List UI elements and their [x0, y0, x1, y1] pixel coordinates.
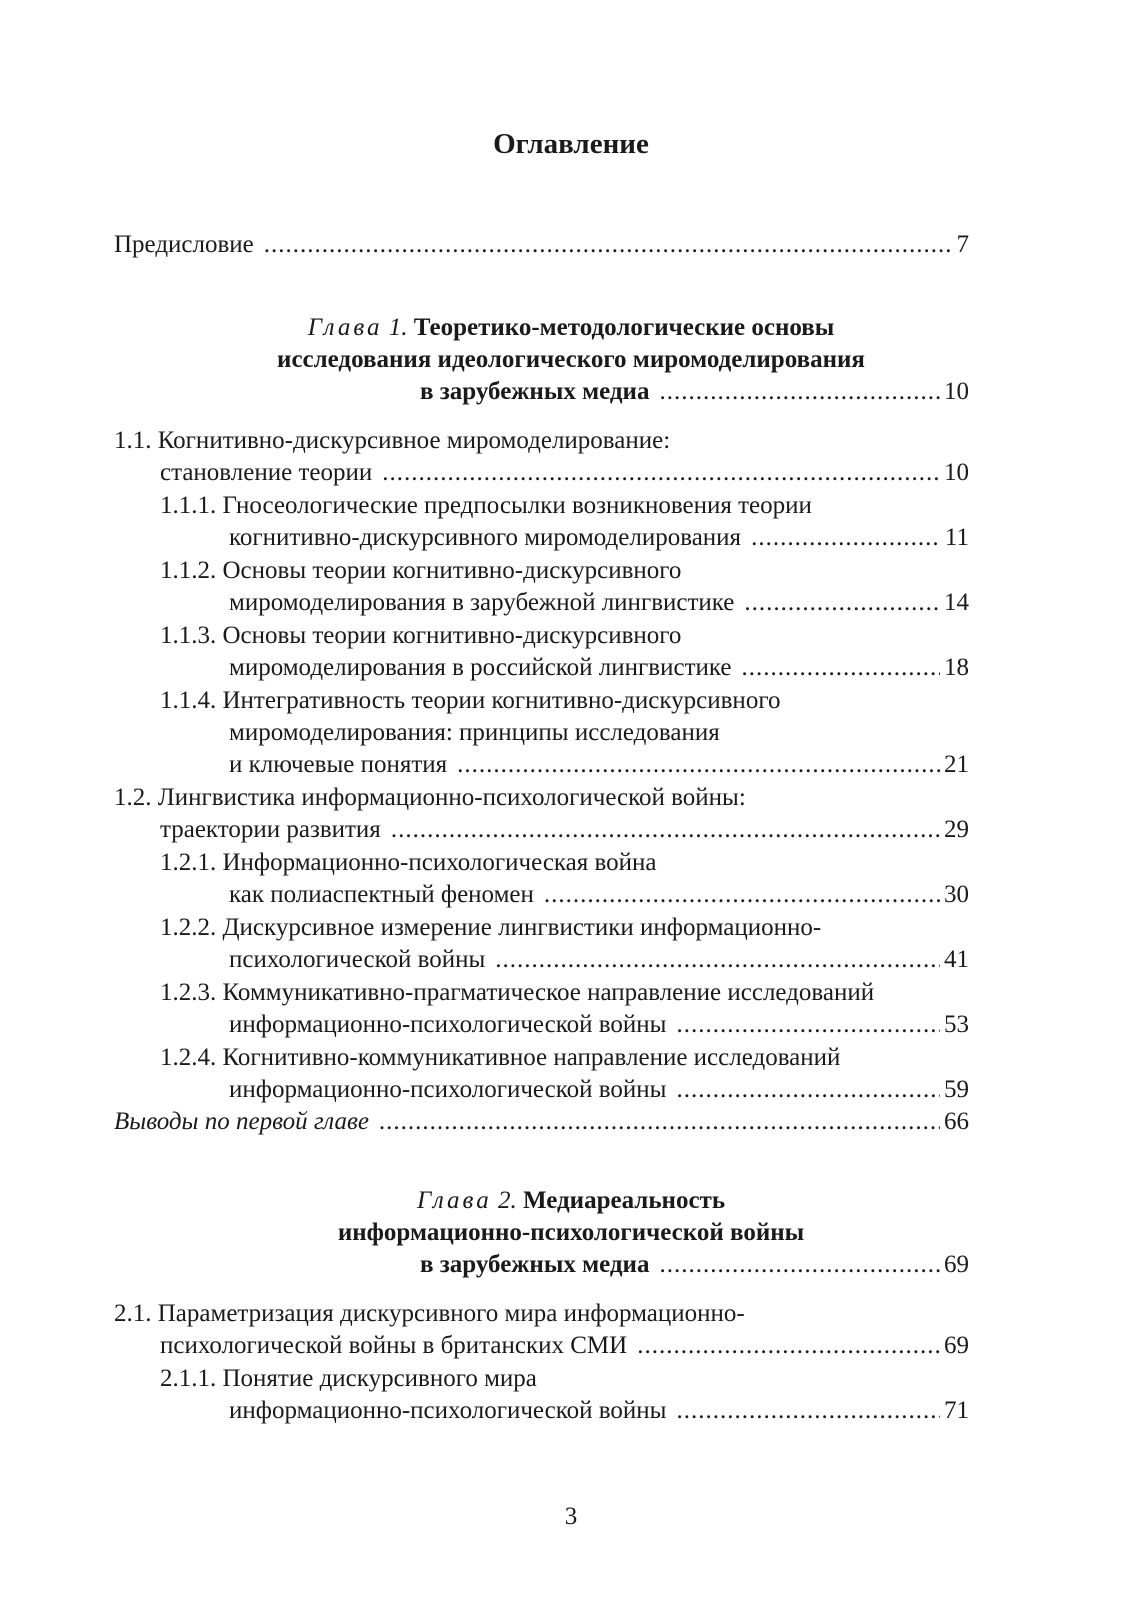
chapter-title-line: Теоретико-методологические основы: [413, 314, 835, 341]
section-title: Гносеологические предпосылки возникновения теории: [222, 492, 812, 519]
section-number: 2.1.: [114, 1300, 152, 1327]
section-title: миромоделирования в зарубежной лингвистике: [229, 589, 735, 616]
toc-entry-2-1-cont: [160, 1329, 969, 1363]
dot-leader: [744, 586, 940, 620]
toc-entry-1-2-1[interactable]: [160, 846, 657, 880]
section-number: 1.2.4.: [160, 1044, 217, 1071]
section-title: Основы теории когнитивно-дискурсивного: [222, 557, 682, 584]
toc-entry-1-1-1-cont: [229, 521, 969, 555]
dot-leader: [659, 375, 940, 409]
dot-leader: [382, 456, 940, 490]
toc-entry-1-2-3-cont: [229, 1008, 969, 1042]
toc-entry-1-2-3[interactable]: [160, 976, 874, 1010]
dot-leader: [676, 1008, 940, 1042]
page-ref: 21: [944, 751, 969, 778]
page-ref: 69: [944, 1332, 969, 1359]
chapter-title-line: исследования идеологического миромоделирования: [277, 346, 865, 373]
entry-label: Предисловие: [114, 231, 254, 258]
page-ref: 66: [944, 1108, 969, 1135]
section-number: 1.1.: [114, 427, 152, 454]
page-ref: 41: [944, 946, 969, 973]
chapter-prefix: Глава: [307, 314, 383, 341]
section-title: информационно-психологической войны: [229, 1397, 667, 1424]
section-number: 1.1.1.: [160, 492, 217, 519]
chapter-title-line: в зарубежных медиа: [420, 1251, 650, 1278]
toc-entry-1-1-4-cont: [229, 748, 969, 782]
section-title: информационно-психологической войны: [229, 1076, 667, 1103]
chapter-number: 2.: [497, 1187, 517, 1214]
toc-entry-preface[interactable]: [114, 228, 969, 262]
toc-entry-1-1-3-cont: [229, 651, 969, 685]
section-title: Лингвистика информационно-психологической войны:: [157, 784, 746, 811]
section-number: 1.1.2.: [160, 557, 217, 584]
toc-entry-chapter-1[interactable]: [420, 375, 969, 409]
section-title: Понятие дискурсивного мира: [222, 1365, 537, 1392]
toc-entry-1-1-4[interactable]: [160, 684, 780, 718]
section-title: как полиаспектный феномен: [229, 881, 534, 908]
page-ref: 14: [944, 589, 969, 616]
section-title: траектории развития: [160, 816, 381, 843]
section-title: Параметризация дискурсивного мира информационно-: [157, 1300, 745, 1327]
section-title: Интегративность теории когнитивно-дискурсивного: [222, 687, 781, 714]
toc-entry-1-2-4-cont: [229, 1073, 969, 1107]
page-ref: 53: [944, 1011, 969, 1038]
page-ref: 69: [944, 1251, 969, 1278]
chapter-title-line: информационно-психологической войны: [337, 1219, 805, 1246]
page-ref: 29: [944, 816, 969, 843]
dot-leader: [742, 651, 941, 685]
dot-leader: [391, 813, 940, 847]
dot-leader: [676, 1394, 940, 1428]
toc-entry-1-2-cont: [160, 813, 969, 847]
section-title: Информационно-психологическая война: [222, 849, 657, 876]
section-title: Дискурсивное измерение лингвистики информационно-: [222, 914, 822, 941]
dot-leader: [637, 1329, 940, 1363]
section-title: Основы теории когнитивно-дискурсивного: [222, 622, 682, 649]
toc-entry-1-1-2-cont: [229, 586, 969, 620]
toc-entry-conclusions-1[interactable]: [114, 1105, 969, 1139]
section-number: 1.1.4.: [160, 687, 217, 714]
section-title: Когнитивно-коммуникативное направление исследований: [222, 1044, 841, 1071]
section-title: Коммуникативно-прагматическое направление исследований: [222, 979, 875, 1006]
section-title: становление теории: [160, 459, 373, 486]
dot-leader: [495, 943, 940, 977]
dot-leader: [659, 1248, 940, 1282]
toc-entry-2-1[interactable]: [114, 1297, 745, 1331]
toc-entry-2-1-1-cont: [229, 1394, 969, 1428]
page-ref: 59: [944, 1076, 969, 1103]
section-number: 1.2.: [114, 784, 152, 811]
section-title: психологической войны: [229, 946, 486, 973]
toc-entry-1-2-1-cont: [229, 878, 969, 912]
toc-entry-chapter-2[interactable]: [420, 1248, 969, 1282]
page-ref: 10: [944, 378, 969, 405]
chapter-heading-2[interactable]: [0, 1184, 1142, 1218]
chapter-heading-1[interactable]: [0, 311, 1142, 345]
page-ref: 10: [944, 459, 969, 486]
section-title: и ключевые понятия: [229, 751, 448, 778]
dot-leader: [457, 748, 940, 782]
page-title: Оглавление: [493, 128, 649, 160]
chapter-number: 1.: [388, 314, 408, 341]
dot-leader: [751, 521, 941, 555]
chapter-title-line: Медиареальность: [522, 1187, 726, 1214]
section-title: информационно-психологической войны: [229, 1011, 667, 1038]
page-ref: 18: [944, 654, 969, 681]
section-title: когнитивно-дискурсивного миромоделирования: [229, 524, 742, 551]
section-title: психологической войны в британских СМИ: [160, 1332, 628, 1359]
section-title: Когнитивно-дискурсивное миромоделирование:: [157, 427, 671, 454]
toc-entry-2-1-1[interactable]: [160, 1362, 537, 1396]
chapter-prefix: Глава: [416, 1187, 492, 1214]
section-number: 1.2.3.: [160, 979, 217, 1006]
toc-entry-1-2-2[interactable]: [160, 911, 821, 945]
entry-label: Выводы по первой главе: [114, 1108, 369, 1135]
page-ref: 30: [944, 881, 969, 908]
toc-entry-1-2-4[interactable]: [160, 1041, 840, 1075]
dot-leader: [379, 1105, 940, 1139]
dot-leader: [264, 228, 953, 262]
page-number: 3: [564, 1503, 578, 1530]
section-number: 1.2.2.: [160, 914, 217, 941]
chapter-title-line: в зарубежных медиа: [420, 378, 650, 405]
toc-entry-1-2[interactable]: [114, 781, 746, 815]
section-title: миромоделирования: принципы исследования: [229, 719, 720, 746]
toc-entry-1-1-2[interactable]: [160, 554, 681, 588]
toc-entry-1-1[interactable]: [114, 424, 670, 458]
section-title: миромоделирования в российской лингвистике: [229, 654, 732, 681]
section-number: 1.2.1.: [160, 849, 217, 876]
page-ref: 7: [956, 231, 969, 258]
toc-entry-1-2-2-cont: [229, 943, 969, 977]
dot-leader: [544, 878, 940, 912]
toc-entry-1-1-cont: [160, 456, 969, 490]
toc-entry-1-1-1[interactable]: [160, 489, 812, 523]
toc-entry-1-1-3[interactable]: [160, 619, 681, 653]
section-number: 2.1.1.: [160, 1365, 217, 1392]
section-number: 1.1.3.: [160, 622, 217, 649]
page-ref: 71: [944, 1397, 969, 1424]
page-ref: 11: [944, 524, 969, 551]
dot-leader: [676, 1073, 940, 1107]
